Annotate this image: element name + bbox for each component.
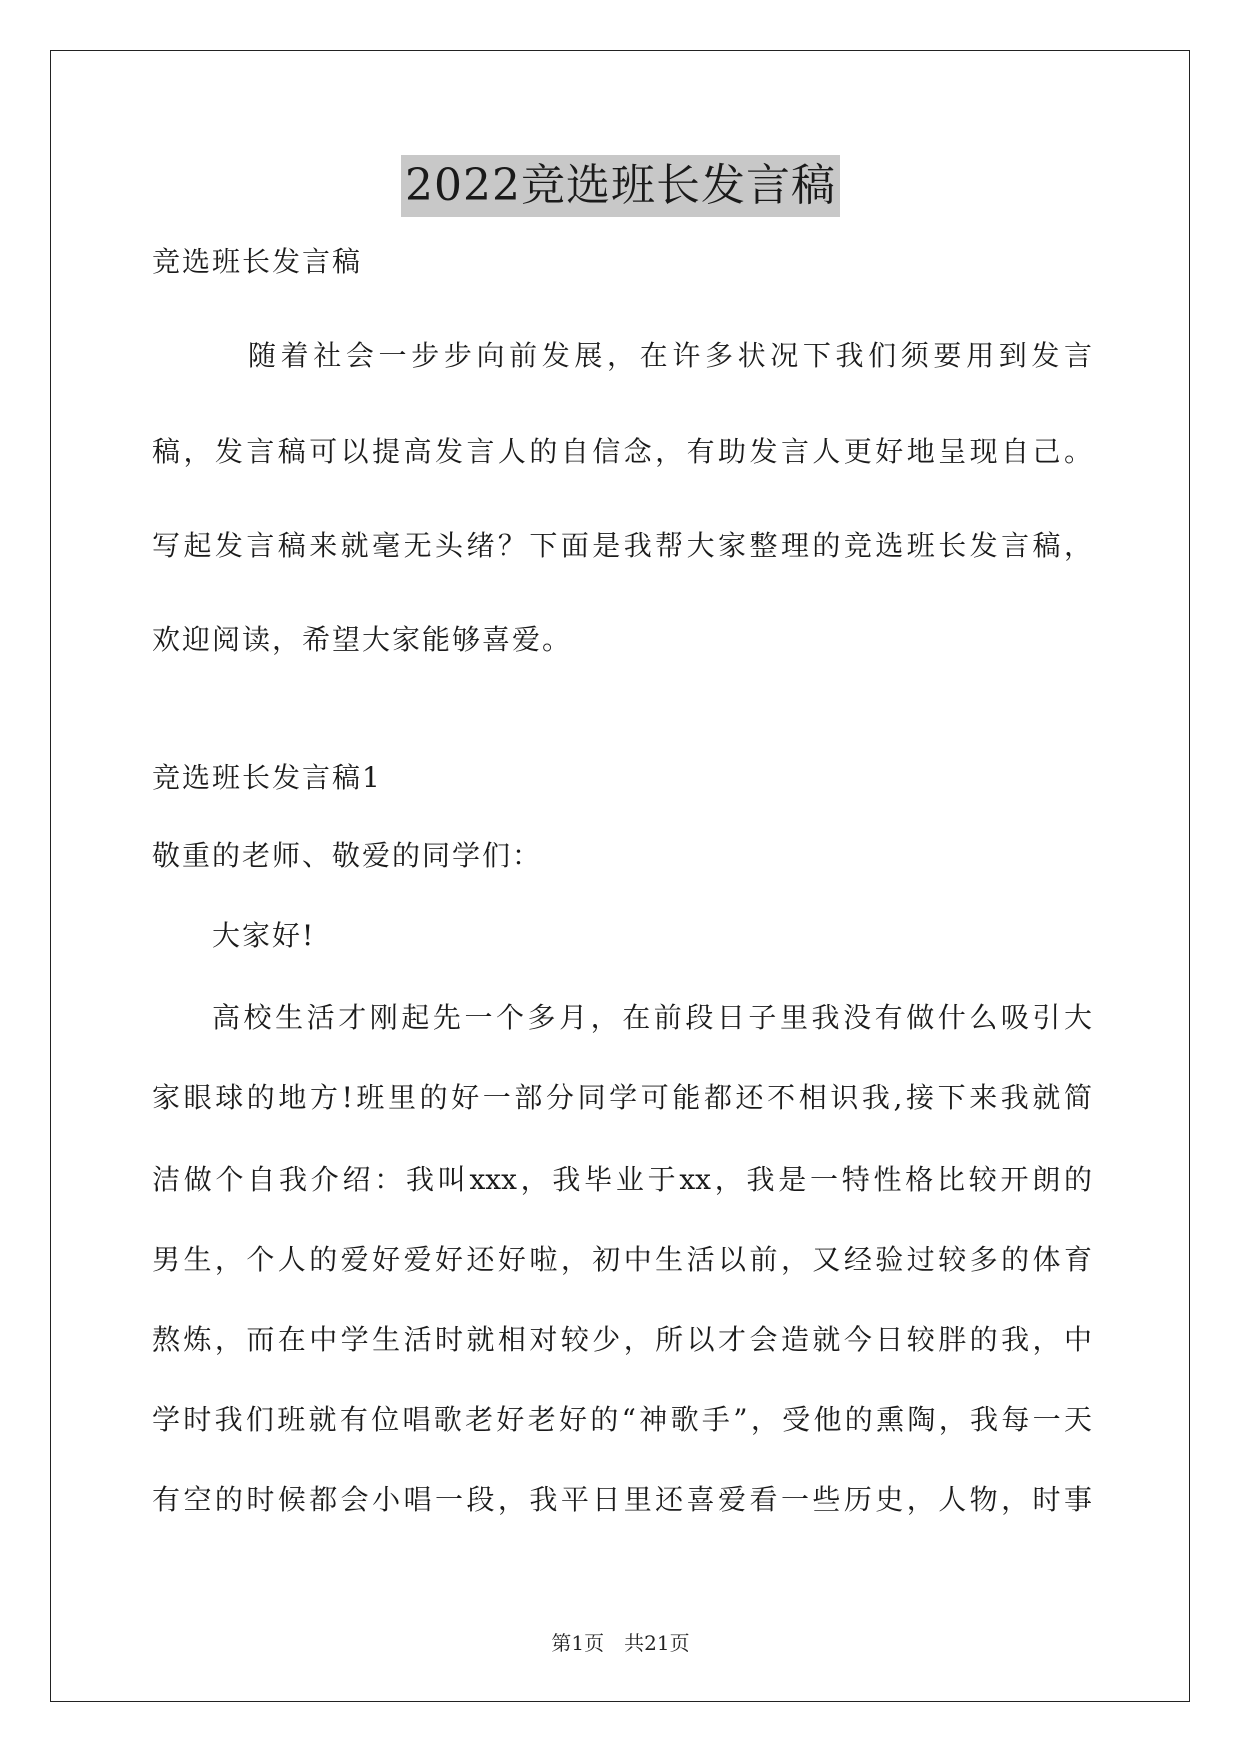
paragraph-line: 欢迎阅读，希望大家能够喜爱。: [152, 623, 573, 656]
page-number-label: 第1页: [551, 1631, 605, 1655]
greeting-line: 大家好!: [212, 919, 316, 952]
paragraph-line: 洁做个自我介绍：我叫xxx，我毕业于xx，我是一特性格比较开朗的: [152, 1163, 1092, 1196]
paragraph-line: 稿，发言稿可以提高发言人的自信念，有助发言人更好地呈现自己。: [152, 435, 1092, 468]
paragraph-line: 写起发言稿来就毫无头绪？下面是我帮大家整理的竞选班长发言稿，: [152, 529, 1092, 562]
paragraph-line: 学时我们班就有位唱歌老好老好的“神歌手”，受他的熏陶，我每一天: [152, 1403, 1092, 1436]
paragraph-line: 家眼球的地方!班里的好一部分同学可能都还不相识我,接下来我就简: [152, 1081, 1092, 1114]
title-wrap: [0, 155, 1241, 217]
document-title: 2022竞选班长发言稿: [401, 155, 840, 217]
paragraph-line: 高校生活才刚起先一个多月，在前段日子里我没有做什么吸引大: [212, 1001, 1092, 1034]
paragraph-line: 随着社会一步步向前发展，在许多状况下我们须要用到发言: [248, 339, 1092, 372]
paragraph-line: 有空的时候都会小唱一段，我平日里还喜爱看一些历史，人物，时事: [152, 1483, 1092, 1516]
salutation-line: 敬重的老师、敬爱的同学们：: [152, 839, 543, 872]
paragraph-line: 熬炼，而在中学生活时就相对较少，所以才会造就今日较胖的我，中: [152, 1323, 1092, 1356]
section-heading: 竞选班长发言稿1: [152, 761, 382, 794]
paragraph-line: 男生，个人的爱好爱好还好啦，初中生活以前，又经验过较多的体育: [152, 1243, 1092, 1276]
page-footer: [0, 1630, 1241, 1656]
subtitle-line: 竞选班长发言稿: [152, 245, 363, 278]
page-total-label: 共21页: [624, 1631, 690, 1655]
page-border: [50, 50, 1190, 1702]
